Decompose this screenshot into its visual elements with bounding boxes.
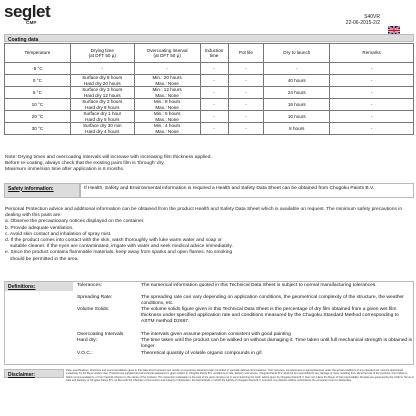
induction-time-cell: - [200,111,228,123]
column-header: Temperature [5,44,71,63]
note-line: Before re-coating, always check that the existing paint film is 'through' dry. [5,161,165,166]
disclaimer-text: Data, specifications, directions and recommendations given in this data sheet represent test results or experience obtained under controlled or specially defined circumstances. Their accuracy, completeness or appropriateness under the actual conditions of any intended use must be determined exclusively by the Buyer and/or User. Products are supplied and all technical assistance is given subject to Chugoku Paints B.V. conditions of sale, delivery and service. Chugoku Paints B.V. shall not be responsible for any damage or injury resulting from abnormal use of the products, from failure to follow recommendations, or from hazards inherent in the nature of the products. The inspection undertaken is the task of the party carrying out or commissioning the work; advice given by Chugoku Paints B.V. does not relieve the Buyer of that responsibility. All sales are governed by the Uniform Terms of Sale and Delivery of Chugoku Paints B.V. as filed with the Chamber of Commerce and Industry in Rotterdam, the Netherlands, in which the liability of Chugoku Paints B.V. is limited. Any dispute shall be submitted to the competent Court in Rotterdam. [66,369,414,383]
temperature-cell: 0 °C [5,75,71,87]
column-header: Remarks [330,44,414,63]
column-header: Dry to launch [264,44,330,63]
list-item: b. Provide adequate ventilation. [5,225,74,231]
drying-time-cell: Surface dry 1 hour Hard dry 5 hours [70,111,134,123]
document-date: 22-06-2015-2/2 [345,20,380,26]
logo-text: seglet [4,2,51,21]
table-row [5,75,414,87]
definition-text: The numerical information quoted in this Technical Data Sheet is subject to normal manufacturing tolerances. [141,283,377,288]
notes-block [5,155,212,173]
pot-life-cell: - [228,63,264,75]
column-header: Drying time (at DFT 50 µ) [70,44,134,63]
definition-text: The spreading rate can vary depending on application conditions, the geometrical complexity of the structure, the weather conditions, etc. [141,295,404,306]
overcoat-interval-cell: Min.: 20 hours Max.: None [134,75,200,87]
temperature-cell: 10 °C [5,99,71,111]
list-item: a. Observe the precautionary notices displayed on the container. [5,219,145,225]
temperature-cell: 20 °C [5,111,71,123]
definition-item [77,295,413,307]
dry-to-launch-cell: 16 hours [264,99,330,111]
drying-time-cell: Surface dry 2 hours Hard dry 8 hours [70,99,134,111]
definition-term: Tolerances: [77,283,103,288]
overcoat-interval-cell: Min.: 12 hours Max.: None [134,87,200,99]
overcoat-interval-cell: - [134,63,200,75]
coating-data-header [4,34,414,42]
list-item: Personal Protection advice and additional information can be obtained from the product Health and Safety Data Sheet which is available on request. The minimum safety precautions in dealing with this paint are: [5,207,403,219]
temperature-cell: 30 °C [5,123,71,135]
safety-information-label: Safety information: [4,183,80,198]
induction-time-cell: - [200,75,228,87]
list-item: c. Avoid skin contact and inhalation of spray mist. [5,231,112,237]
induction-time-cell: - [200,123,228,135]
definition-term: Overcoating Intervals [77,332,124,337]
safety-information-section [4,183,414,198]
definition-text: The volume solids figure given in this Technical Data Sheet is the percentage of dry film obtained from a given wet film thickness under specified application rate and conditions measured by the Chugoku Standard Method corresponding to ASTM method D2697. [141,307,399,324]
temperature-cell: -5 °C [5,63,71,75]
remarks-cell: - [330,63,414,75]
safety-information-text: If Health, Safety and Environmental information is required a Health and Safety Data Sheet can be obtained from Chugoku Paints B.V. [80,183,414,198]
list-item: e. Since the product contains flammable materials, keep away from sparks and open flames. No smoking [5,250,233,256]
definition-term: Spreading Rate: [77,295,113,300]
safety-precautions-list [5,207,410,263]
table-row [5,123,414,135]
induction-time-cell: - [200,63,228,75]
remarks-cell: - [330,111,414,123]
list-item: should be permitted in the area. [10,256,79,262]
list-item: d. If the product comes into contact with the skin, wash thoroughly with luke warm water and soap or [5,238,222,244]
table-row [5,99,414,111]
coating-data-table [4,43,414,135]
definition-item [77,283,413,295]
definition-item [77,307,413,331]
table-header-row [5,44,414,63]
overcoat-interval-cell: Min.: 4 hours Max.: None [134,123,200,135]
dry-to-launch-cell: 24 hours [264,87,330,99]
column-header: Pot life [228,44,264,63]
definition-term: V.O.C.: [77,351,93,356]
drying-time-cell: - [70,63,134,75]
pot-life-cell: - [228,123,264,135]
induction-time-cell: - [200,99,228,111]
document-code: S40VR [364,14,380,20]
dry-to-launch-cell: 40 hours [264,75,330,87]
dry-to-launch-cell: 10 hours [264,111,330,123]
column-header: Induction time [200,44,228,63]
pot-life-cell: - [228,75,264,87]
drying-time-cell: Surface dry 3 hours Hard dry 12 hours [70,87,134,99]
pot-life-cell: - [228,111,264,123]
coating-data-title: Coating data [8,36,39,43]
definition-term: Hard dry: [77,338,98,343]
column-header: Overcoating interval (at DFT 50 µ) [134,44,200,63]
remarks-cell: - [330,87,414,99]
drying-time-cell: Surface dry 8 hours Hard dry 20 hours [70,75,134,87]
remarks-cell: - [330,99,414,111]
list-item: suitable cleaner. If the eyes are contaminated, irrigate with water and seek medical advice immediately. [10,244,233,250]
overcoat-interval-cell: Min.: 5 hours Max.: None [134,111,200,123]
table-row [5,87,414,99]
company-logo [4,4,64,28]
remarks-cell: - [330,123,414,135]
induction-time-cell: - [200,87,228,99]
definition-term: Volume Solids: [77,307,110,312]
definition-text: Theoretical quantity of volatile organic compounds in g/l. [141,351,263,356]
note-line: Note: Drying times and overcoating intervals will increase with increasing film thickness applied. [5,155,212,160]
document-info [346,14,380,26]
drying-time-cell: Surface dry 30 min Hard dry 4 hours [70,123,134,135]
table-row [5,111,414,123]
temperature-cell: 5 °C [5,87,71,99]
definition-text: The time taken until the product can be walked on without damaging it. Time taken until full mechanical strength is obtained is longer. [141,338,413,349]
table-row [5,63,414,75]
definitions-section [4,281,414,365]
definition-text: The intervals given assume preparation consistent with good painting [141,332,291,337]
definition-item [77,338,413,350]
note-line: Maximum immersion time after application is 6 months. [5,167,125,172]
logo-subtext: CMP [26,20,37,25]
definition-item [77,351,413,357]
disclaimer-section [4,369,414,413]
definitions-label: Definitions: [5,282,73,291]
pot-life-cell: - [228,87,264,99]
remarks-cell: - [330,75,414,87]
pot-life-cell: - [228,99,264,111]
dry-to-launch-cell: 8 hours [264,123,330,135]
disclaimer-label: Disclaimer: [4,369,64,378]
dry-to-launch-cell: - [264,63,330,75]
overcoat-interval-cell: Min.: 8 hours Max.: None [134,99,200,111]
